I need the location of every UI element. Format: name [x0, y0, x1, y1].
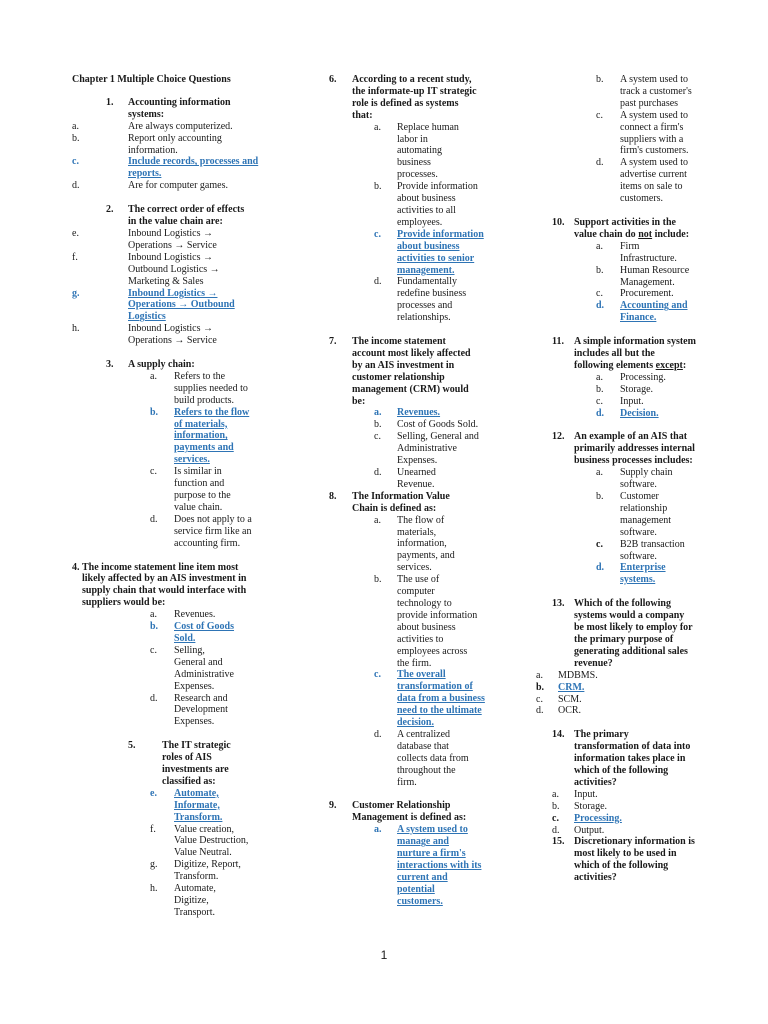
- option[interactable]: d. Unearned Revenue.: [374, 467, 436, 490]
- question-text: Customer Relationship Management is defined as:: [352, 800, 467, 824]
- question-text: The Information Value Chain is defined as:: [352, 490, 450, 514]
- option-correct[interactable]: b. Refers to the flow of materials, information, payments and services.: [150, 406, 250, 466]
- question-number: 9.: [329, 800, 337, 812]
- question-text: Support activities in the value chain do not include:: [574, 216, 690, 240]
- question-12: [516, 431, 696, 586]
- option[interactable]: a. MDBMS.: [536, 669, 598, 681]
- question-text: The income statement line item most likely affected by an AIS investment in supply chain that would interface with suppliers would be:: [82, 561, 247, 609]
- option[interactable]: d. Are for computer games.: [72, 180, 228, 192]
- question-14: [516, 729, 696, 836]
- option[interactable]: d. Output.: [552, 824, 605, 836]
- question-text: An example of an AIS that primarily addresses internal business processes includes:: [574, 431, 695, 467]
- option[interactable]: f. Inbound Logistics → Outbound Logistics → Marketing & Sales: [72, 251, 220, 287]
- question-8: [329, 491, 489, 789]
- question-10: [516, 217, 696, 324]
- question-number: 3.: [106, 359, 114, 371]
- option-correct[interactable]: c. Processing.: [552, 812, 622, 824]
- question-text: The primary transformation of data into information takes place in which of the following activities?: [574, 729, 691, 788]
- option-correct[interactable]: d. Decision.: [596, 407, 659, 419]
- question-text: The correct order of effects in the value chain are:: [128, 204, 245, 228]
- option[interactable]: h. Automate, Digitize, Transport.: [150, 883, 216, 918]
- option-correct[interactable]: b. Cost of Goods Sold.: [150, 621, 235, 644]
- option[interactable]: c. Input.: [596, 395, 644, 407]
- option[interactable]: a. Supply chain software.: [596, 467, 673, 491]
- option[interactable]: c. A system used to connect a firm's suppliers with a firm's customers.: [596, 109, 689, 157]
- option[interactable]: b. A system used to track a customer's past purchases: [596, 74, 692, 109]
- question-text: According to a recent study, the informate-up IT strategic role is defined as systems that:: [352, 74, 477, 121]
- option[interactable]: c. SCM.: [536, 693, 582, 705]
- question-15: [516, 836, 696, 884]
- option[interactable]: d. OCR.: [536, 705, 582, 717]
- option-correct[interactable]: b. CRM.: [536, 681, 585, 693]
- option[interactable]: c. B2B transaction software.: [596, 538, 685, 562]
- question-number: 2.: [106, 204, 114, 216]
- question-text: A supply chain:: [128, 359, 195, 371]
- option[interactable]: a. The flow of materials, information, payments, and services.: [374, 514, 455, 574]
- column-right: [516, 74, 696, 884]
- option-correct[interactable]: g. Inbound Logistics → Operations → Outbound Logistics: [72, 287, 235, 323]
- question-number: 14.: [552, 729, 565, 741]
- option[interactable]: a. Input.: [552, 788, 598, 800]
- option[interactable]: a. Replace human labor in automating business processes.: [374, 121, 459, 181]
- option-correct[interactable]: c. Provide information about business activities to senior management.: [374, 228, 484, 276]
- option-correct[interactable]: d. Enterprise systems.: [596, 562, 666, 586]
- option[interactable]: a. Are always computerized.: [72, 120, 233, 132]
- question-number: 6.: [329, 74, 337, 85]
- question-2: [72, 204, 262, 347]
- question-number: 4.: [72, 561, 80, 573]
- option[interactable]: g. Digitize, Report, Transform.: [150, 859, 241, 883]
- option-correct[interactable]: c. The overall transformation of data from a business need to the ultimate decision.: [374, 669, 485, 729]
- option[interactable]: c. Procurement.: [596, 288, 674, 300]
- option[interactable]: c. Selling, General and Administrative Expenses.: [150, 644, 234, 692]
- option-correct[interactable]: a. A system used to manage and nurture a firm's interactions with its current and potential customers.: [374, 824, 482, 907]
- option[interactable]: b. Report only accounting information.: [72, 132, 222, 156]
- option[interactable]: a. Processing.: [596, 371, 666, 383]
- question-5: [72, 740, 262, 919]
- question-text: A simple information system includes all but the following elements except:: [574, 336, 696, 371]
- column-middle: [329, 74, 489, 908]
- question-text: Discretionary information is most likely to be used in which of the following activities?: [574, 836, 695, 884]
- question-number: 10.: [552, 216, 565, 228]
- question-text: The IT strategic roles of AIS investments are classified as:: [162, 740, 231, 787]
- question-7: [329, 336, 489, 491]
- option[interactable]: d. Research and Development Expenses.: [150, 692, 228, 728]
- option-correct[interactable]: c. Include records, processes and reports.: [72, 156, 259, 180]
- question-number: 13.: [552, 598, 565, 610]
- option[interactable]: b. Human Resource Management.: [596, 264, 690, 288]
- question-9-continued: [516, 74, 696, 205]
- question-number: 5.: [128, 740, 136, 752]
- question-text: Accounting information systems:: [128, 96, 231, 120]
- question-9: [329, 800, 489, 907]
- option[interactable]: d. Fundamentally redefine business processes and relationships.: [374, 276, 467, 324]
- question-13: [516, 598, 696, 717]
- option[interactable]: e. Inbound Logistics → Operations → Service: [72, 227, 217, 251]
- option[interactable]: c. Selling, General and Administrative Expenses.: [374, 431, 479, 467]
- option[interactable]: b. The use of computer technology to provide information about business activities to employees across the firm.: [374, 574, 478, 669]
- option[interactable]: c. Is similar in function and purpose to the value chain.: [150, 466, 231, 513]
- option[interactable]: b. Storage.: [596, 383, 654, 395]
- question-number: 7.: [329, 336, 337, 348]
- option[interactable]: h. Inbound Logistics → Operations → Service: [72, 323, 217, 347]
- option-correct[interactable]: e. Automate, Informate, Transform.: [150, 787, 223, 823]
- question-text: The income statement account most likely affected by an AIS investment in customer relationship management (CRM) would be:: [352, 336, 471, 407]
- page-number: 1: [380, 948, 388, 962]
- option[interactable]: d. A centralized database that collects data from throughout the firm.: [374, 728, 469, 788]
- option[interactable]: a. Refers to the supplies needed to build products.: [150, 370, 248, 406]
- option[interactable]: f. Value creation, Value Destruction, Value Neutral.: [150, 823, 249, 859]
- question-3: [72, 359, 262, 550]
- option[interactable]: b. Provide information about business activities to all employees.: [374, 181, 478, 228]
- question-number: 15.: [552, 836, 565, 848]
- option-correct[interactable]: d. Accounting and Finance.: [596, 300, 688, 324]
- option[interactable]: b. Storage.: [552, 800, 608, 812]
- page-title: Chapter 1 Multiple Choice Questions: [72, 74, 231, 85]
- option-correct[interactable]: a. Revenues.: [374, 407, 441, 419]
- question-number: 12.: [552, 431, 565, 443]
- option[interactable]: d. Does not apply to a service firm like an accounting firm.: [150, 513, 252, 549]
- question-number: 11.: [552, 336, 564, 348]
- option[interactable]: b. Cost of Goods Sold.: [374, 419, 479, 431]
- column-left: [72, 74, 262, 919]
- question-text: Which of the following systems would a company be most likely to employ for the primary purpose of generating additional sales revenue?: [574, 598, 693, 669]
- question-11: [516, 336, 696, 419]
- question-1: [72, 97, 262, 192]
- question-number: 8.: [329, 490, 337, 502]
- option[interactable]: a. Revenues.: [150, 609, 216, 621]
- question-6: [329, 74, 489, 324]
- question-number: 1.: [106, 96, 114, 108]
- question-4: [72, 562, 262, 729]
- option[interactable]: a. Firm Infrastructure.: [596, 240, 677, 264]
- option[interactable]: d. A system used to advertise current items on sale to customers.: [596, 157, 689, 205]
- option[interactable]: b. Customer relationship management software.: [596, 491, 672, 538]
